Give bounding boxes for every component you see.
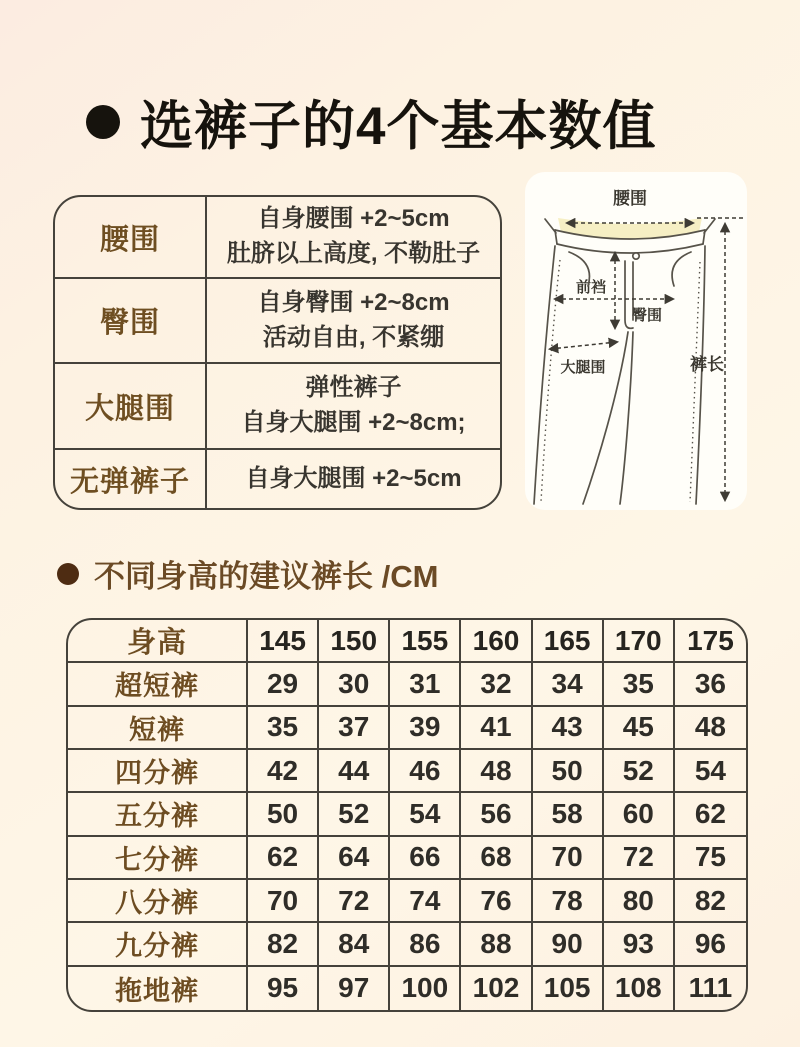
row-label: 八分裤 <box>68 880 248 921</box>
leg-left-inner <box>583 332 628 504</box>
table-cell: 95 <box>248 967 319 1010</box>
table-cell: 48 <box>694 711 726 743</box>
belt-loop-right <box>704 219 715 233</box>
table-cell: 170 <box>604 620 675 661</box>
table-cell: 97 <box>319 967 390 1010</box>
description-line: 肚脐以上高度, 不勒肚子 <box>226 240 481 267</box>
table-cell: 62 <box>248 837 319 878</box>
row-description <box>207 197 500 277</box>
table-cell: 68 <box>461 837 532 878</box>
table-cell: 105 <box>533 967 604 1010</box>
table-cell: 78 <box>533 880 604 921</box>
table-cell: 75 <box>694 841 726 873</box>
table-row <box>68 620 746 663</box>
table-cell: 160 <box>461 620 532 661</box>
table-cell: 111 <box>688 972 733 1004</box>
table-cell: 70 <box>248 880 319 921</box>
waist-label: 腰围 <box>613 189 647 208</box>
section-title <box>57 551 438 596</box>
table-cell: 35 <box>604 663 675 704</box>
table-cell: 46 <box>390 750 461 791</box>
table-cell: 36 <box>694 667 726 699</box>
table-cell: 37 <box>319 707 390 748</box>
table-cell: 64 <box>319 837 390 878</box>
table-cell: 31 <box>390 663 461 704</box>
table-cell: 72 <box>319 880 390 921</box>
thigh-measure-arrow <box>550 342 617 349</box>
table-cell: 48 <box>461 750 532 791</box>
leg-right-inner <box>620 332 633 504</box>
description-line: 自身臀围 +2~8cm <box>257 288 450 316</box>
table-cell: 50 <box>248 793 319 834</box>
table-cell: 44 <box>319 750 390 791</box>
table-cell: 56 <box>461 793 532 834</box>
table-cell: 66 <box>390 837 461 878</box>
table-cell: 43 <box>533 707 604 748</box>
table-cell: 96 <box>694 927 726 959</box>
page-title <box>86 84 656 160</box>
row-label: 七分裤 <box>68 837 248 878</box>
row-label: 臀围 <box>55 279 207 362</box>
table-cell: 102 <box>461 967 532 1010</box>
table-cell: 108 <box>604 967 675 1010</box>
row-label: 超短裤 <box>68 663 248 704</box>
description-line: 弹性裤子 <box>305 374 402 402</box>
table-cell: 42 <box>248 750 319 791</box>
row-description <box>207 450 500 508</box>
pants-line-drawing <box>525 172 747 510</box>
table-row <box>68 663 746 706</box>
pants-diagram-panel <box>525 172 747 510</box>
hip-label: 臀围 <box>631 307 663 324</box>
row-label: 九分裤 <box>68 923 248 964</box>
table-row <box>55 279 500 364</box>
description-line: 活动自由, 不紧绷 <box>262 323 445 351</box>
page-title-text: 选裤子的4个基本数值 <box>140 97 657 156</box>
row-label: 腰围 <box>55 197 207 277</box>
leg-right-outer <box>696 246 705 504</box>
column-header-label: 身高 <box>68 620 248 661</box>
row-label: 五分裤 <box>68 793 248 834</box>
table-cell: 52 <box>319 793 390 834</box>
table-cell: 80 <box>604 880 675 921</box>
bullet-icon <box>57 563 79 585</box>
table-cell: 100 <box>390 967 461 1010</box>
table-cell: 74 <box>390 880 461 921</box>
table-row <box>55 197 500 279</box>
table-cell: 150 <box>319 620 390 661</box>
leg-left-outer <box>534 246 555 504</box>
table-row <box>68 707 746 750</box>
row-label: 四分裤 <box>68 750 248 791</box>
section-title-text: 不同身高的建议裤长 /CM <box>94 559 439 594</box>
table-cell: 54 <box>694 754 726 786</box>
length-label: 裤长 <box>690 355 724 374</box>
table-cell: 70 <box>533 837 604 878</box>
table-row <box>68 923 746 966</box>
table-cell: 30 <box>319 663 390 704</box>
measure-table <box>53 195 502 510</box>
table-cell: 52 <box>604 750 675 791</box>
crotch-label: 前裆 <box>575 279 607 296</box>
description-line: 自身大腿围 +2~5cm <box>245 464 462 492</box>
table-cell: 145 <box>248 620 319 661</box>
row-description <box>207 364 500 448</box>
table-cell: 82 <box>248 923 319 964</box>
table-cell: 60 <box>604 793 675 834</box>
table-cell: 34 <box>533 663 604 704</box>
table-cell: 58 <box>533 793 604 834</box>
table-row <box>68 880 746 923</box>
table-cell: 84 <box>319 923 390 964</box>
table-cell: 82 <box>694 884 726 916</box>
bullet-icon <box>86 105 120 139</box>
table-cell: 29 <box>248 663 319 704</box>
pocket-right <box>672 252 691 286</box>
row-label: 大腿围 <box>55 364 207 448</box>
table-cell: 86 <box>390 923 461 964</box>
table-cell: 41 <box>461 707 532 748</box>
table-row <box>55 364 500 450</box>
thigh-label: 大腿围 <box>560 359 606 376</box>
table-cell: 90 <box>533 923 604 964</box>
table-row <box>68 750 746 793</box>
waistband-bottom <box>557 244 703 253</box>
table-cell: 72 <box>604 837 675 878</box>
table-cell: 35 <box>248 707 319 748</box>
table-row <box>55 450 500 508</box>
table-cell: 155 <box>390 620 461 661</box>
table-cell: 165 <box>533 620 604 661</box>
table-cell: 62 <box>694 797 726 829</box>
row-label: 短裤 <box>68 707 248 748</box>
table-cell: 88 <box>461 923 532 964</box>
table-cell: 32 <box>461 663 532 704</box>
row-label: 无弹裤子 <box>55 450 207 508</box>
description-line: 自身大腿围 +2~8cm; <box>241 409 466 436</box>
belt-loop-left <box>545 219 556 233</box>
table-cell: 39 <box>390 707 461 748</box>
row-description <box>207 279 500 362</box>
table-row <box>68 793 746 836</box>
row-label: 拖地裤 <box>68 967 248 1010</box>
table-cell: 54 <box>390 793 461 834</box>
table-cell: 50 <box>533 750 604 791</box>
height-table <box>66 618 748 1012</box>
table-cell: 76 <box>461 880 532 921</box>
table-cell: 93 <box>604 923 675 964</box>
table-row <box>68 967 746 1010</box>
table-cell: 45 <box>604 707 675 748</box>
waistband-highlight <box>558 218 702 239</box>
description-line: 自身腰围 +2~5cm <box>257 205 450 233</box>
table-row <box>68 837 746 880</box>
table-cell: 175 <box>687 624 734 656</box>
